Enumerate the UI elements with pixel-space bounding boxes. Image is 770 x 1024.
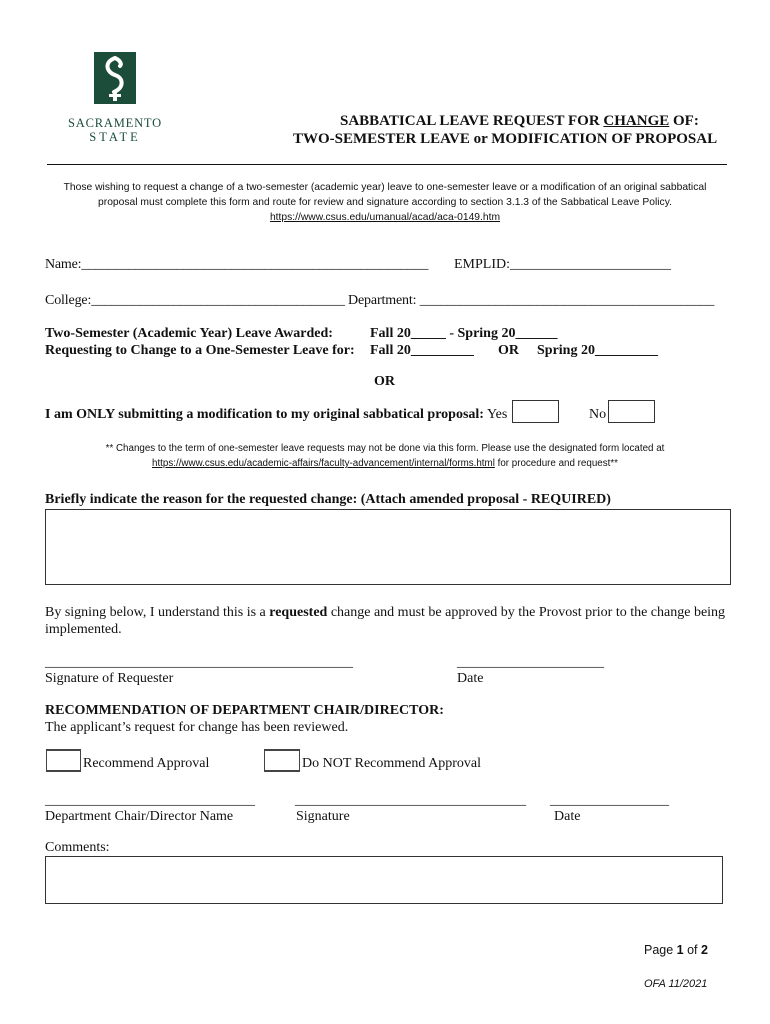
comments-label: Comments:: [45, 840, 110, 855]
page-current: 1: [676, 943, 684, 957]
chair-signature-label: Signature: [296, 809, 350, 824]
reason-label: Briefly indicate the reason for the requested change: (Attach amended proposal - REQUIRED): [45, 492, 611, 507]
leave-awarded-value[interactable]: Fall 20_____ - Spring 20______: [370, 326, 558, 341]
chair-signature-line[interactable]: _________________________________: [295, 793, 526, 808]
leave-requesting-spring[interactable]: Spring 20_________: [537, 343, 658, 358]
page-prefix: Page: [644, 943, 677, 957]
yes-label: Yes: [486, 407, 508, 422]
requester-signature-label: Signature of Requester: [45, 671, 174, 686]
requester-date-line[interactable]: _____________________: [457, 655, 604, 670]
or-separator: OR: [374, 374, 395, 389]
signing-post: change and must be approved by the Provost prior to the change being: [327, 605, 726, 620]
chair-date-label: Date: [554, 809, 581, 824]
chair-name-label: Department Chair/Director Name: [45, 809, 234, 824]
no-checkbox[interactable]: [608, 400, 655, 423]
emplid-field[interactable]: EMPLID:_______________________: [454, 257, 671, 272]
form-code: OFA 11/2021: [644, 978, 708, 990]
title-part2: OF:: [669, 113, 699, 129]
signing-bold: requested: [269, 605, 328, 620]
do-not-recommend-checkbox[interactable]: [264, 749, 300, 772]
chair-name-line[interactable]: ______________________________: [45, 793, 255, 808]
note-line2-rest: for procedure and request**: [494, 458, 618, 469]
page-number: [644, 943, 708, 957]
header-divider: [47, 164, 727, 165]
forms-link[interactable]: https://www.csus.edu/academic-affairs/faculty-advancement/internal/forms.html: [152, 458, 495, 469]
recommend-approval-checkbox[interactable]: [46, 749, 81, 772]
signing-statement-line2: implemented.: [45, 622, 122, 637]
college-department-field[interactable]: College:_____________________________________ Department: ___________________________________________: [45, 293, 715, 308]
policy-link[interactable]: https://www.csus.edu/umanual/acad/aca-0149.htm: [269, 212, 501, 223]
leave-requesting-fall[interactable]: Fall 20_________: [370, 343, 474, 358]
requester-signature-line[interactable]: ____________________________________________: [45, 655, 353, 670]
note-line2: [30, 458, 740, 469]
logo-text-line2: STATE: [89, 130, 141, 144]
comments-textarea[interactable]: [45, 856, 723, 904]
signing-pre: By signing below, I understand this is a: [45, 605, 270, 620]
leave-awarded-label: Two-Semester (Academic Year) Leave Awarded:: [45, 326, 333, 341]
form-subtitle: TWO-SEMESTER LEAVE or MODIFICATION OF PROPOSAL: [293, 131, 718, 147]
requester-date-label: Date: [457, 671, 484, 686]
modification-question: [45, 407, 507, 423]
page-of: of: [683, 943, 701, 957]
title-change: CHANGE: [603, 113, 670, 129]
do-not-recommend-label: Do NOT Recommend Approval: [302, 756, 481, 771]
no-label: No: [589, 407, 607, 422]
reason-textarea[interactable]: [45, 509, 731, 585]
title-part1: SABBATICAL LEAVE REQUEST FOR: [340, 113, 604, 129]
chair-date-line[interactable]: _________________: [550, 793, 669, 808]
logo-shield-icon: [60, 48, 170, 110]
logo-text-line1: SACRAMENTO: [68, 116, 162, 130]
intro-line2: proposal must complete this form and route for review and signature according to section 3.1.3 of the Sabbatical Leave Policy.: [98, 197, 672, 208]
intro-line1: Those wishing to request a change of a two-semester (academic year) leave to one-semester leave or a modification of an original sabbatical: [63, 182, 707, 193]
leave-requesting-or: OR: [498, 343, 519, 358]
page-total: 2: [701, 943, 708, 957]
name-field[interactable]: Name:___________________________________________________: [45, 257, 429, 272]
recommend-approval-label: Recommend Approval: [83, 756, 210, 771]
university-logo: [60, 48, 170, 148]
recommendation-text: The applicant’s request for change has been reviewed.: [45, 720, 349, 735]
form-title: [340, 113, 699, 130]
note-line1: ** Changes to the term of one-semester leave requests may not be done via this form. Please use the designated form located at: [105, 443, 665, 454]
leave-requesting-label: Requesting to Change to a One-Semester Leave for:: [45, 343, 355, 358]
modification-question-text: I am ONLY submitting a modification to my original sabbatical proposal:: [45, 407, 484, 422]
yes-checkbox[interactable]: [512, 400, 559, 423]
recommendation-heading: RECOMMENDATION OF DEPARTMENT CHAIR/DIRECTOR:: [45, 703, 444, 718]
signing-statement-line1: [45, 605, 725, 621]
